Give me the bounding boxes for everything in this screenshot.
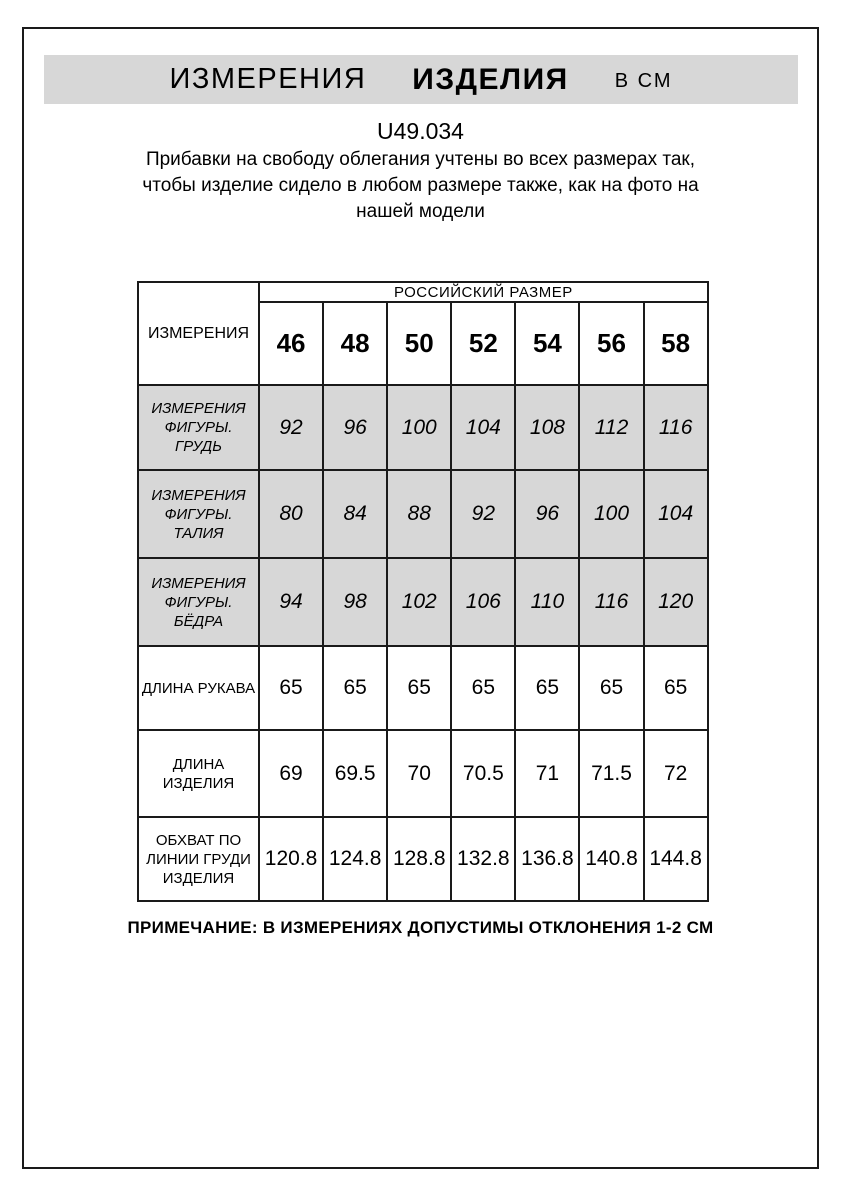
value-cell: 116 <box>579 558 643 646</box>
row-label: ДЛИНА ИЗДЕЛИЯ <box>138 730 259 817</box>
value-cell: 92 <box>451 470 515 558</box>
size-table-body <box>138 385 708 901</box>
size-header-cell: 48 <box>323 302 387 385</box>
value-cell: 108 <box>515 385 579 470</box>
table-row <box>138 470 708 558</box>
value-cell: 65 <box>579 646 643 730</box>
value-cell: 110 <box>515 558 579 646</box>
row-label: ОБХВАТ ПО ЛИНИИ ГРУДИ ИЗДЕЛИЯ <box>138 817 259 901</box>
row-label: ИЗМЕРЕНИЯ ФИГУРЫ. БЁДРА <box>138 558 259 646</box>
fit-description-line: Прибавки на свободу облегания учтены во всех размерах так, <box>145 149 696 170</box>
fit-description <box>22 147 819 225</box>
value-cell: 80 <box>259 470 323 558</box>
value-cell: 65 <box>387 646 451 730</box>
value-cell: 116 <box>644 385 708 470</box>
page-title-measurements: ИЗМЕРЕНИЯ <box>169 63 367 95</box>
russian-size-header: РОССИЙСКИЙ РАЗМЕР <box>259 282 708 302</box>
value-cell: 140.8 <box>579 817 643 901</box>
value-cell: 120.8 <box>259 817 323 901</box>
value-cell: 65 <box>451 646 515 730</box>
corner-label-cell: ИЗМЕРЕНИЯ <box>138 282 259 385</box>
value-cell: 104 <box>644 470 708 558</box>
value-cell: 124.8 <box>323 817 387 901</box>
table-row <box>138 385 708 470</box>
value-cell: 70.5 <box>451 730 515 817</box>
value-cell: 70 <box>387 730 451 817</box>
value-cell: 94 <box>259 558 323 646</box>
value-cell: 132.8 <box>451 817 515 901</box>
value-cell: 96 <box>515 470 579 558</box>
group-header-row <box>138 282 708 302</box>
value-cell: 88 <box>387 470 451 558</box>
value-cell: 100 <box>387 385 451 470</box>
value-cell: 102 <box>387 558 451 646</box>
value-cell: 112 <box>579 385 643 470</box>
article-code: U49.034 <box>377 118 464 144</box>
row-label: ДЛИНА РУКАВА <box>138 646 259 730</box>
value-cell: 128.8 <box>387 817 451 901</box>
table-row <box>138 558 708 646</box>
table-row <box>138 817 708 901</box>
value-cell: 71.5 <box>579 730 643 817</box>
value-cell: 100 <box>579 470 643 558</box>
page-title-unit: В СМ <box>614 69 673 92</box>
value-cell: 144.8 <box>644 817 708 901</box>
value-cell: 120 <box>644 558 708 646</box>
size-header-cell: 54 <box>515 302 579 385</box>
size-header-cell: 50 <box>387 302 451 385</box>
value-cell: 106 <box>451 558 515 646</box>
value-cell: 72 <box>644 730 708 817</box>
row-label: ИЗМЕРЕНИЯ ФИГУРЫ. ГРУДЬ <box>138 385 259 470</box>
value-cell: 69.5 <box>323 730 387 817</box>
value-cell: 65 <box>644 646 708 730</box>
value-cell: 98 <box>323 558 387 646</box>
size-header-cell: 46 <box>259 302 323 385</box>
value-cell: 65 <box>515 646 579 730</box>
page-title-product: ИЗДЕЛИЯ <box>412 62 569 96</box>
fit-description-line: чтобы изделие сидело в любом размере также, как на фото на <box>142 175 699 196</box>
value-cell: 65 <box>259 646 323 730</box>
table-row <box>138 646 708 730</box>
table-row <box>138 730 708 817</box>
size-header-cell: 52 <box>451 302 515 385</box>
row-label: ИЗМЕРЕНИЯ ФИГУРЫ. ТАЛИЯ <box>138 470 259 558</box>
tolerance-note: ПРИМЕЧАНИЕ: В ИЗМЕРЕНИЯХ ДОПУСТИМЫ ОТКЛОНЕНИЯ 1-2 СМ <box>127 918 714 937</box>
value-cell: 84 <box>323 470 387 558</box>
value-cell: 69 <box>259 730 323 817</box>
fit-description-line: нашей модели <box>356 201 485 222</box>
value-cell: 92 <box>259 385 323 470</box>
value-cell: 136.8 <box>515 817 579 901</box>
page-title-band <box>44 55 798 104</box>
size-header-cell: 56 <box>579 302 643 385</box>
value-cell: 104 <box>451 385 515 470</box>
value-cell: 71 <box>515 730 579 817</box>
size-header-cell: 58 <box>644 302 708 385</box>
value-cell: 65 <box>323 646 387 730</box>
size-table <box>137 281 709 902</box>
value-cell: 96 <box>323 385 387 470</box>
